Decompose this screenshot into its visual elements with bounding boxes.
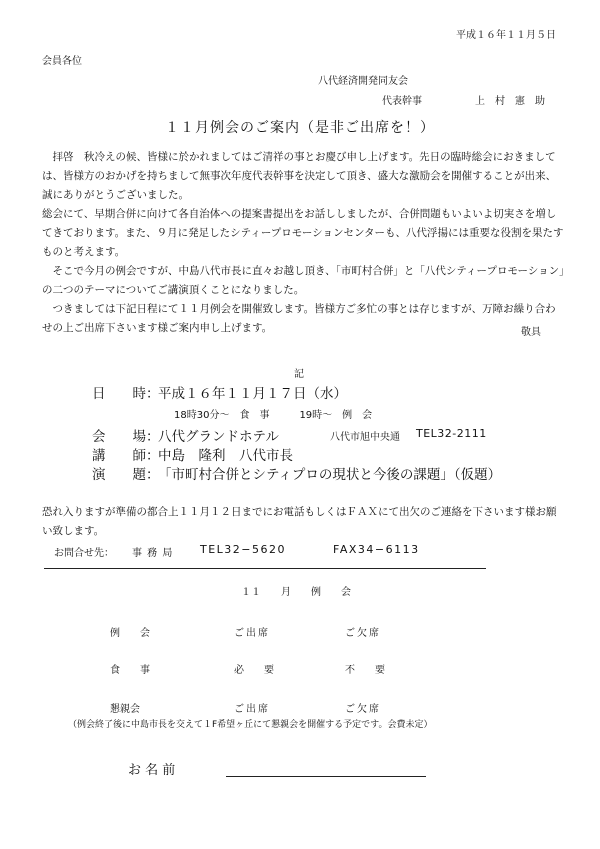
form-row-label: 懇親会: [110, 704, 140, 715]
paragraph-speaker: そこで今月の例会ですが、中島八代市長に直々お越し頂き、「市町村合併」と「八代シティープロモーション」の二つのテーマについてご講演頂くことになりました。: [42, 265, 565, 296]
form-note: （例会終了後に中島市長を交えて１F希望ヶ丘にて懇親会を開催する予定です。会費未定）: [68, 720, 433, 730]
page-title: １１月例会のご案内（是非ご出席を！）: [165, 120, 435, 136]
form-row-label: 例 会: [110, 628, 150, 639]
contact-office: 事 務 局: [132, 548, 174, 559]
document-date: 平成１６年１１月５日: [456, 30, 556, 41]
sender-role: 代表幹事: [382, 96, 422, 107]
sender-organization: 八代経済開発同友会: [318, 76, 408, 87]
form-option-needed[interactable]: 必 要: [234, 665, 274, 676]
detail-venue-address: 八代市旭中央通: [330, 432, 400, 443]
contact-fax: FAX34−6113: [333, 543, 420, 556]
form-title: １１ 月 例 会: [241, 587, 351, 598]
name-field[interactable]: [226, 776, 426, 777]
detail-speaker-label: 講 師：: [92, 448, 160, 464]
addressee: 会員各位: [42, 56, 82, 67]
detail-date-label: 日 時：: [92, 386, 160, 402]
sender-name: 上 村 憲 助: [475, 96, 545, 107]
detail-time-line: 18時30分～ 食 事 19時～ 例 会: [174, 410, 373, 421]
form-option-attend[interactable]: ご出席: [234, 704, 270, 715]
letter-body: [42, 148, 566, 338]
form-option-absent[interactable]: ご欠席: [345, 704, 381, 715]
detail-topic-value: 「市町村合併とシティプロの現状と今後の課題」（仮題）: [158, 467, 502, 483]
form-row-label: 食 事: [110, 665, 150, 676]
paragraph-invitation: つきましては下記日程にて１１月例会を開催致します。皆様方ご多忙の事とは存じますが、万障お繰り合わせの上ご出席下さいます様ご案内申し上げます。: [42, 303, 556, 334]
contact-tel: TEL32−5620: [200, 543, 287, 556]
detail-date-value: 平成１６年１１月１７日（水）: [158, 386, 347, 402]
name-label: お 名 前: [128, 763, 176, 778]
detail-venue-value: 八代グランドホテル: [158, 429, 279, 445]
detail-venue-label: 会 場：: [92, 429, 160, 445]
form-option-absent[interactable]: ご欠席: [345, 628, 381, 639]
paragraph-merger: 総会にて、早期合併に向けて各自治体への提案書提出をお話ししましたが、合併問題もいよいよ切実さを増してきております。また、９月に発足したシティープロモーションセンターも、八代浮揚には重要な役割を果たすものと考えます。: [42, 208, 564, 258]
detail-topic-label: 演 題：: [92, 467, 160, 483]
form-option-attend[interactable]: ご出席: [234, 628, 270, 639]
contact-label: お問合せ先：: [54, 548, 114, 559]
detail-speaker-value: 中島 隆利 八代市長: [158, 448, 293, 464]
form-separator: [44, 568, 486, 569]
ki-mark: 記: [294, 369, 304, 380]
reply-request: 恐れ入りますが準備の都合上１１月１２日までにお電話もしくはＦＡＸにて出欠のご連絡を下さいます様お願い致します。: [42, 506, 557, 537]
detail-venue-tel: TEL32-2111: [416, 427, 487, 440]
form-option-not-needed[interactable]: 不 要: [345, 665, 385, 676]
closing-keigu: 敬具: [521, 327, 541, 338]
paragraph-greeting: 拝啓 秋冷えの候、皆様に於かれましてはご清祥の事とお慶び申し上げます。先日の臨時総会におきましては、皆様方のおかげを持ちまして無事次年度代表幹事を決定して頂き、盛大な激励会を開催することが出来、誠にありがとうございました。: [42, 151, 557, 201]
